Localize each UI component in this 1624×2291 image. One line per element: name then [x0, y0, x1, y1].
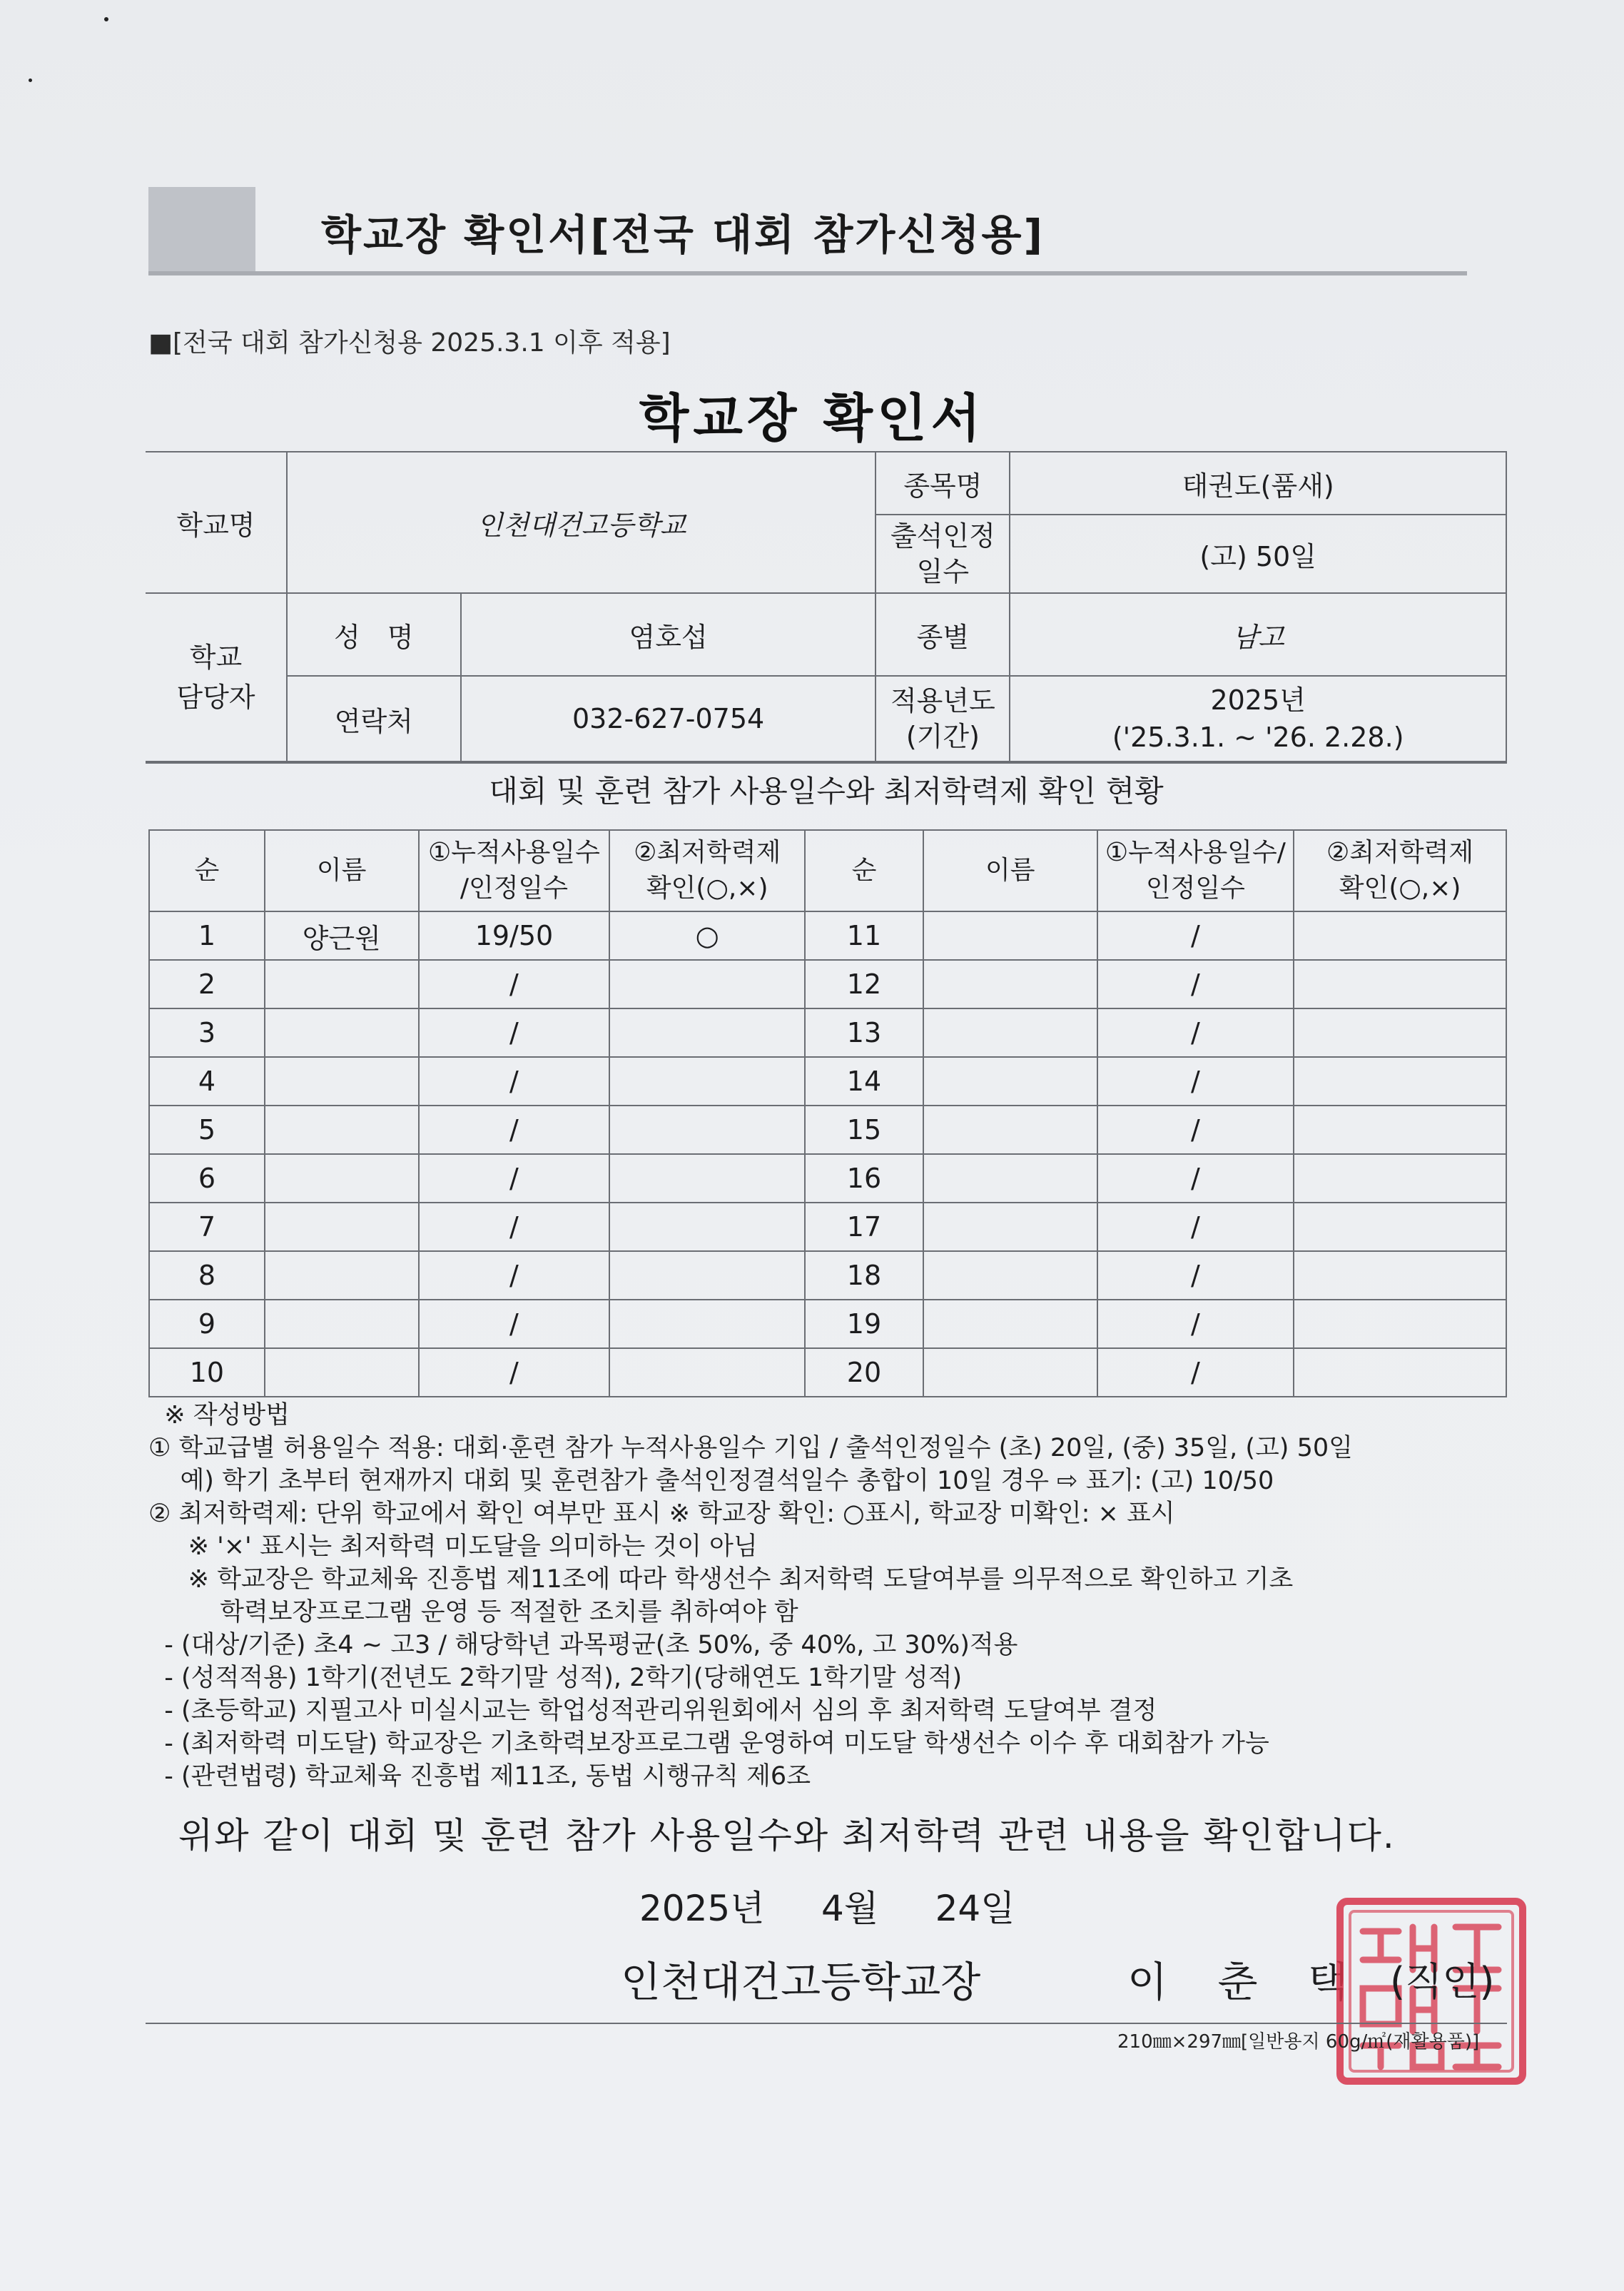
status-row [149, 1251, 1506, 1300]
name-value: 염호섭 [461, 593, 876, 676]
check-cell [609, 1300, 805, 1348]
student-name-cell [265, 1154, 419, 1203]
status-header-row [149, 830, 1506, 911]
row-number-cell: 14 [805, 1057, 923, 1106]
days-cell: / [419, 1251, 610, 1300]
note-line: - (성적적용) 1학기(전년도 2학기말 성적), 2학기(당해연도 1학기말 성적) [148, 1664, 963, 1692]
header-check-right: ②최저학력제 확인(○,×) [1294, 830, 1506, 911]
note-line: - (최저학력 미도달) 학교장은 기초학력보장프로그램 운영하여 미도달 학생선수 이수 후 대회참가 가능 [148, 1729, 1269, 1758]
check-cell [609, 1057, 805, 1106]
contact-value: 032-627-0754 [461, 676, 876, 762]
check-cell [1294, 1154, 1506, 1203]
check-cell [609, 1154, 805, 1203]
seal-label: (직인) [1390, 1959, 1495, 2004]
header-days-right: ①누적사용일수/ 인정일수 [1097, 830, 1294, 911]
date-year: 2025년 [639, 1888, 765, 1929]
check-cell [609, 1008, 805, 1057]
row-number-cell: 20 [805, 1348, 923, 1397]
confirmation-statement: 위와 같이 대회 및 훈련 참가 사용일수와 최저학력 관련 내용을 확인합니다. [178, 1815, 1396, 1856]
date-month: 4월 [821, 1888, 879, 1929]
header-no-left: 순 [149, 830, 265, 911]
speck [29, 79, 32, 82]
row-number-cell: 18 [805, 1251, 923, 1300]
row-number-cell: 1 [149, 911, 265, 960]
student-name-cell [265, 1008, 419, 1057]
student-name-cell [265, 1106, 419, 1154]
days-cell: / [419, 1106, 610, 1154]
speck [104, 17, 108, 21]
status-row [149, 1106, 1506, 1154]
days-cell: / [419, 1348, 610, 1397]
check-cell [1294, 1008, 1506, 1057]
days-cell: / [1097, 1348, 1294, 1397]
check-cell: ○ [609, 911, 805, 960]
manager-label: 학교 담당자 [146, 593, 287, 762]
principal-title: 인천대건고등학교장 [621, 1958, 981, 2006]
row-number-cell: 12 [805, 960, 923, 1008]
days-cell: / [419, 1203, 610, 1251]
status-row [149, 1057, 1506, 1106]
check-cell [1294, 1106, 1506, 1154]
school-label: 학교명 [146, 452, 287, 593]
row-number-cell: 7 [149, 1203, 265, 1251]
check-cell [1294, 1057, 1506, 1106]
writing-notes [148, 1399, 1507, 1793]
row-number-cell: 3 [149, 1008, 265, 1057]
days-cell: / [419, 1154, 610, 1203]
days-cell: / [419, 1057, 610, 1106]
student-name-cell [923, 1154, 1097, 1203]
info-table [146, 451, 1507, 762]
student-name-cell [923, 911, 1097, 960]
principal-name: 이 춘 택 [1127, 1958, 1366, 2006]
event-value: 태권도(품새) [1010, 452, 1506, 515]
gender-label: 종별 [876, 593, 1010, 676]
days-cell: 19/50 [419, 911, 610, 960]
days-cell: / [419, 1008, 610, 1057]
status-table [148, 829, 1507, 1397]
days-cell: / [419, 960, 610, 1008]
status-row [149, 1348, 1506, 1397]
check-cell [1294, 911, 1506, 960]
gender-value: 남고 [1010, 593, 1506, 676]
student-name-cell [923, 1251, 1097, 1300]
school-value: 인천대건고등학교 [287, 452, 876, 593]
check-cell [1294, 1203, 1506, 1251]
days-cell: / [1097, 1106, 1294, 1154]
apply-note: ■[전국 대회 참가신청용 2025.3.1 이후 적용] [148, 328, 671, 358]
days-cell: / [1097, 1154, 1294, 1203]
status-subtitle: 대회 및 훈련 참가 사용일수와 최저학력제 확인 현황 [146, 762, 1507, 832]
row-number-cell: 13 [805, 1008, 923, 1057]
attend-value: (고) 50일 [1010, 515, 1506, 593]
header-banner-block [148, 187, 255, 271]
event-label: 종목명 [876, 452, 1010, 515]
student-name-cell [265, 960, 419, 1008]
year-label: 적용년도 (기간) [876, 676, 1010, 762]
banner-title: 학교장 확인서[전국 대회 참가신청용] [321, 211, 1045, 259]
days-cell: / [1097, 960, 1294, 1008]
student-name-cell [265, 1203, 419, 1251]
row-number-cell: 6 [149, 1154, 265, 1203]
row-number-cell: 10 [149, 1348, 265, 1397]
status-row [149, 1203, 1506, 1251]
name-label: 성 명 [287, 593, 461, 676]
banner-rule [148, 271, 1467, 275]
days-cell: / [1097, 911, 1294, 960]
note-line: ※ 작성방법 [148, 1401, 290, 1430]
header-check-left: ②최저학력제 확인(○,×) [609, 830, 805, 911]
status-row [149, 1154, 1506, 1203]
student-name-cell [923, 960, 1097, 1008]
row-number-cell: 8 [149, 1251, 265, 1300]
check-cell [1294, 1348, 1506, 1397]
check-cell [609, 960, 805, 1008]
student-name-cell [265, 1057, 419, 1106]
student-name-cell [265, 1300, 419, 1348]
student-name-cell [265, 1348, 419, 1397]
row-number-cell: 5 [149, 1106, 265, 1154]
header-name-left: 이름 [265, 830, 419, 911]
student-name-cell [923, 1057, 1097, 1106]
student-name-cell [923, 1348, 1097, 1397]
check-cell [609, 1203, 805, 1251]
row-number-cell: 2 [149, 960, 265, 1008]
bottom-rule [146, 2023, 1507, 2024]
year-period [1010, 676, 1506, 762]
header-name-right: 이름 [923, 830, 1097, 911]
student-name-cell [923, 1300, 1097, 1348]
days-cell: / [1097, 1008, 1294, 1057]
student-name-cell: 양근원 [265, 911, 419, 960]
note-line: ※ '×' 표시는 최저학력 미도달을 의미하는 것이 아님 [148, 1532, 758, 1561]
row-number-cell: 16 [805, 1154, 923, 1203]
attend-label: 출석인정 일수 [876, 515, 1010, 593]
status-row [149, 911, 1506, 960]
status-row [149, 1008, 1506, 1057]
note-line: - (초등학교) 지필고사 미실시교는 학업성적관리위원회에서 심의 후 최저학력 도달여부 결정 [148, 1696, 1157, 1725]
paper-spec: 210㎜×297㎜[일반용지 60g/㎡(재활용품)] [1117, 2031, 1480, 2053]
row-number-cell: 17 [805, 1203, 923, 1251]
check-cell [1294, 1300, 1506, 1348]
row-number-cell: 19 [805, 1300, 923, 1348]
days-cell: / [1097, 1300, 1294, 1348]
period-value: ('25.3.1. ~ '26. 2.28.) [1112, 722, 1404, 753]
note-line: 예) 학기 초부터 현재까지 대회 및 훈련참가 출석인정결석일수 총합이 10일 경우 ⇨ 표기: (고) 10/50 [148, 1467, 1274, 1495]
contact-label: 연락처 [287, 676, 461, 762]
days-cell: / [1097, 1251, 1294, 1300]
student-name-cell [265, 1251, 419, 1300]
note-line: ② 최저학력제: 단위 학교에서 확인 여부만 표시 ※ 학교장 확인: ○표시, 학교장 미확인: × 표시 [148, 1499, 1175, 1528]
check-cell [609, 1251, 805, 1300]
header-no-right: 순 [805, 830, 923, 911]
note-line: - (관련법령) 학교체육 진흥법 제11조, 동법 시행규칙 제6조 [148, 1762, 811, 1791]
student-name-cell [923, 1008, 1097, 1057]
student-name-cell [923, 1106, 1097, 1154]
student-name-cell [923, 1203, 1097, 1251]
note-line: - (대상/기준) 초4 ~ 고3 / 해당학년 과목평균(초 50%, 중 40%, 고 30%)적용 [148, 1631, 1018, 1659]
date-day: 24일 [935, 1888, 1015, 1929]
check-cell [609, 1106, 805, 1154]
check-cell [1294, 1251, 1506, 1300]
status-row [149, 960, 1506, 1008]
year-value: 2025년 [1210, 684, 1306, 716]
row-number-cell: 9 [149, 1300, 265, 1348]
days-cell: / [1097, 1057, 1294, 1106]
note-line: 학력보장프로그램 운영 등 적절한 조치를 취하여야 함 [148, 1598, 798, 1627]
issue-date [639, 1880, 1015, 1931]
document-title: 학교장 확인서 [639, 388, 985, 448]
row-number-cell: 15 [805, 1106, 923, 1154]
row-number-cell: 4 [149, 1057, 265, 1106]
header-days-left: ①누적사용일수 /인정일수 [419, 830, 610, 911]
days-cell: / [1097, 1203, 1294, 1251]
check-cell [609, 1348, 805, 1397]
note-line: ① 학교급별 허용일수 적용: 대회·훈련 참가 누적사용일수 기입 / 출석인정일수 (초) 20일, (중) 35일, (고) 50일 [148, 1434, 1353, 1462]
check-cell [1294, 960, 1506, 1008]
days-cell: / [419, 1300, 610, 1348]
row-number-cell: 11 [805, 911, 923, 960]
status-row [149, 1300, 1506, 1348]
note-line: ※ 학교장은 학교체육 진흥법 제11조에 따라 학생선수 최저학력 도달여부를 의무적으로 확인하고 기초 [148, 1565, 1294, 1594]
